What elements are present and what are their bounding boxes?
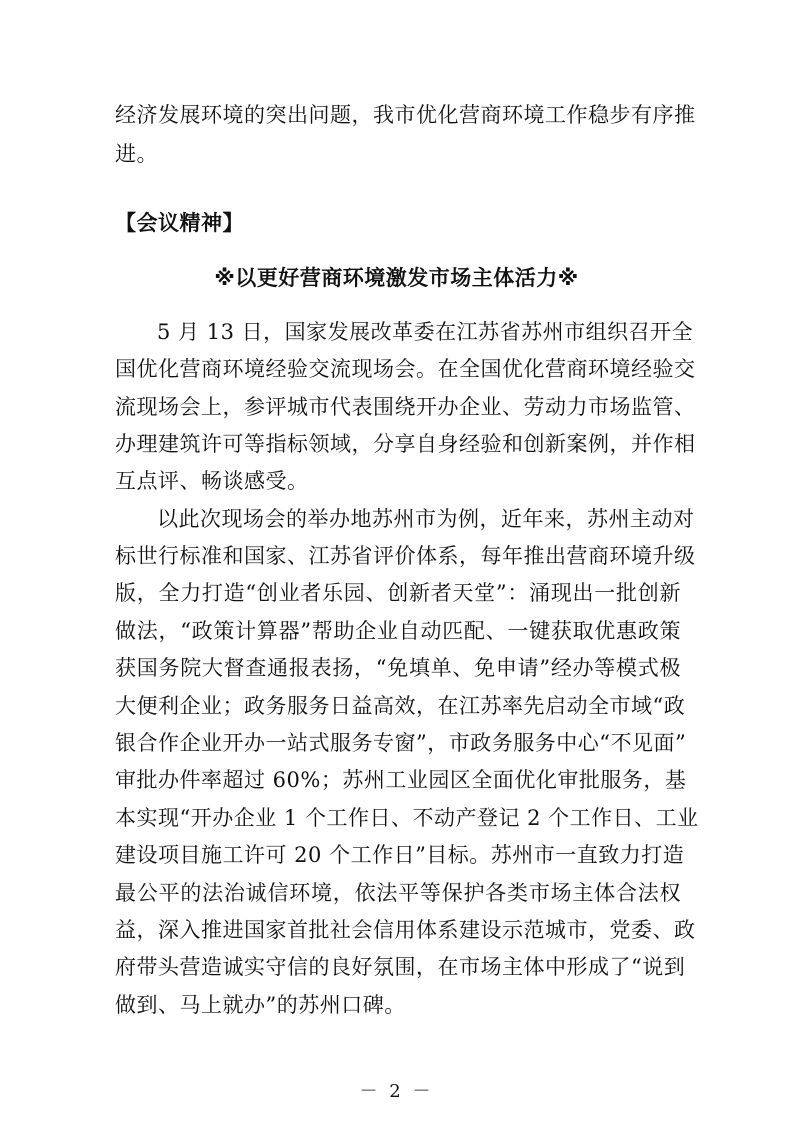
paragraph2-line-8: 审批办件率超过 60%；苏州工业园区全面优化审批服务，基: [115, 768, 687, 792]
paragraph2-line-6: 大便利企业；政务服务日益高效，在江苏率先启动全市域“政: [115, 694, 686, 718]
paragraph2-line-1: 以此次现场会的举办地苏州市为例，近年来，苏州主动对: [157, 507, 695, 531]
paragraph2-line-12: 益，深入推进国家首批社会信用体系建设示范城市，党委、政: [115, 918, 696, 942]
paragraph2-line-11: 最公平的法治诚信环境，依法平等保护各类市场主体合法权: [115, 881, 681, 905]
section-heading: 【会议精神】: [115, 211, 244, 235]
paragraph2-line-2: 标世行标准和国家、江苏省评价体系，每年推出营商环境升级: [115, 544, 696, 568]
page-number: － 2 －: [359, 1081, 434, 1102]
paragraph2-line-13: 府带头营造诚实守信的良好氛围，在市场主体中形成了“说到: [115, 955, 686, 979]
intro-line-1: 经济发展环境的突出问题，我市优化营商环境工作稳步有序推: [115, 103, 696, 127]
paragraph1-line-2: 国优化营商环境经验交流现场会。在全国优化营商环境经验交: [115, 357, 696, 381]
paragraph2-line-3: 版，全力打造“创业者乐园、创新者天堂”：涌现出一批创新: [115, 581, 681, 605]
paragraph1-line-5: 互点评、畅谈感受。: [115, 469, 309, 493]
paragraph1-line-1: 5 月 13 日，国家发展改革委在江苏省苏州市组织召开全: [157, 320, 694, 344]
paragraph2-line-9: 本实现“开办企业 1 个工作日、不动产登记 2 个工作日、工业: [115, 806, 699, 830]
paragraph1-line-4: 办理建筑许可等指标领域，分享自身经验和创新案例，并作相: [115, 432, 696, 456]
section-subtitle: ※以更好营商环境激发市场主体活力※: [214, 266, 579, 290]
paragraph2-line-5: 获国务院大督查通报表扬，“免填单、免申请”经办等模式极: [115, 656, 681, 680]
paragraph2-line-14: 做到、马上就办”的苏州口碑。: [115, 993, 406, 1017]
paragraph2-line-4: 做法，“政策计算器”帮助企业自动匹配、一键获取优惠政策: [115, 619, 681, 643]
paragraph2-line-10: 建设项目施工许可 20 个工作日”目标。苏州市一直致力打造: [115, 843, 685, 867]
intro-line-2: 进。: [115, 142, 158, 166]
paragraph2-line-7: 银合作企业开办一站式服务专窗”，市政务服务中心“不见面”: [115, 731, 687, 755]
paragraph1-line-3: 流现场会上，参评城市代表围绕开办企业、劳动力市场监管、: [115, 395, 696, 419]
